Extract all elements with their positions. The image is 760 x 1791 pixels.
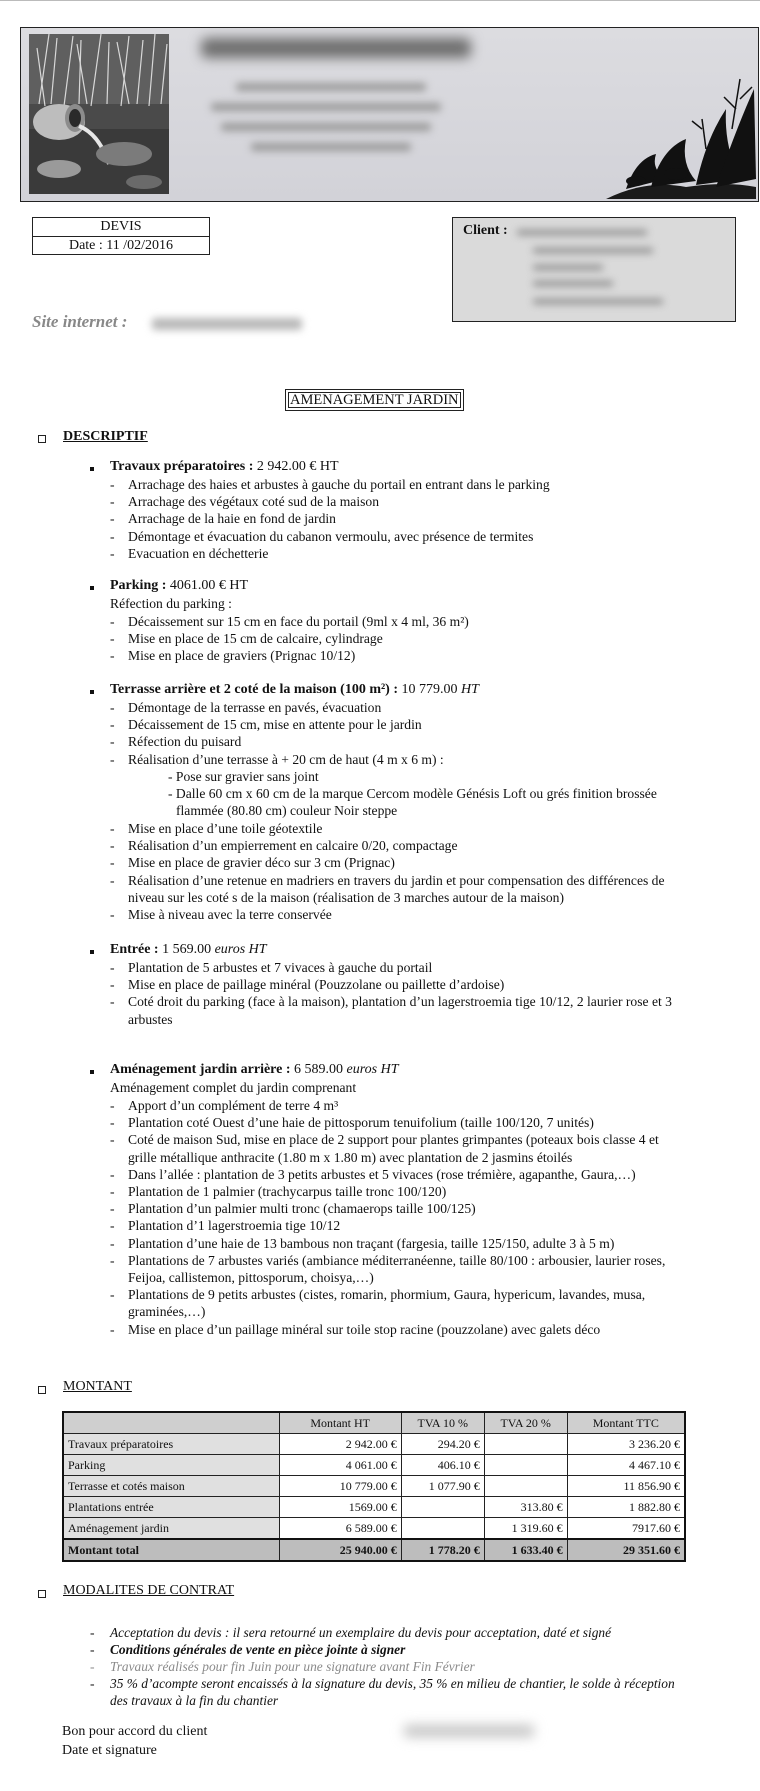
modalite-acompte-cont: des travaux à la fin du chantier xyxy=(110,1693,279,1708)
section-title-descriptif: DESCRIPTIF xyxy=(63,429,148,444)
row-label: Travaux préparatoires xyxy=(63,1434,279,1455)
jardin-item: Plantations de 7 arbustes variés (ambiance méditerranéenne, taille 80/100 : arbousier, laurier roses, xyxy=(128,1252,666,1268)
dash: - xyxy=(90,1642,95,1657)
bullet-dot xyxy=(90,586,94,590)
terrasse2-item: Mise à niveau avec la terre conservée xyxy=(128,907,332,922)
montant-table xyxy=(62,1411,686,1562)
row-label: Aménagement jardin xyxy=(63,1518,279,1540)
dash: - xyxy=(110,1287,115,1303)
bullet-travaux: Travaux préparatoires : 2 942.00 € HT xyxy=(110,459,339,474)
header-tva-10: TVA 10 % xyxy=(401,1412,484,1434)
company-signature-blurred xyxy=(404,1725,534,1737)
table-cell: 313.80 € xyxy=(484,1497,567,1518)
client-label: Client : xyxy=(463,223,508,238)
entree-item: Mise en place de paillage minéral (Pouzzolane ou paillette d’ardoise) xyxy=(128,977,505,993)
jardin-item: Dans l’allée : plantation de 3 petits arbustes et 5 vivaces (rose trémière, agapanthe, Gaura,…) xyxy=(128,1166,636,1182)
devis-box xyxy=(32,217,210,255)
dash: - xyxy=(110,1321,115,1337)
modalite-acceptation: Acceptation du devis : il sera retourné un exemplaire du devis pour acceptation, daté et signé xyxy=(110,1625,612,1640)
dash: - xyxy=(110,1235,115,1251)
dash: - xyxy=(110,1201,115,1217)
dash: - xyxy=(110,751,115,767)
table-total-row xyxy=(63,1539,685,1561)
table-cell xyxy=(484,1434,567,1455)
total-cell: 25 940.00 € xyxy=(279,1539,401,1561)
table-cell: 1569.00 € xyxy=(279,1497,401,1518)
bullet-jardin: Aménagement jardin arrière : 6 589.00 euros HT xyxy=(110,1062,399,1077)
travaux-item: Démontage et évacuation du cabanon vermoulu, avec présence de termites xyxy=(128,528,534,544)
table-cell: 4 061.00 € xyxy=(279,1455,401,1476)
bullet-terrasse: Terrasse arrière et 2 coté de la maison (100 m²) : 10 779.00 HT xyxy=(110,682,479,697)
company-name-blurred xyxy=(201,38,471,58)
jardin-subtitle: Aménagement complet du jardin comprenant xyxy=(110,1080,357,1095)
section-checkbox-montant xyxy=(38,1386,46,1394)
table-cell: 1 319.60 € xyxy=(484,1518,567,1540)
jardin-item: Plantation d’un palmier multi tronc (chamaerops taille 100/125) xyxy=(128,1201,476,1217)
dash: - xyxy=(110,872,115,888)
table-cell: 11 856.90 € xyxy=(567,1476,685,1497)
dash: - xyxy=(110,648,115,664)
dash: - xyxy=(110,855,115,871)
travaux-item: Evacuation en déchetterie xyxy=(128,545,269,561)
company-details-blurred xyxy=(211,103,441,111)
dash: - xyxy=(110,1218,115,1234)
jardin-item: graminées,…) xyxy=(128,1304,206,1320)
bullet-dot xyxy=(90,950,94,954)
jardin-item: Plantation coté Ouest d’une haie de pittosporum tenuifolium (taille 100/120, 7 unités) xyxy=(128,1115,594,1131)
table-cell: 4 467.10 € xyxy=(567,1455,685,1476)
dash: - xyxy=(110,734,115,750)
dash: - xyxy=(110,631,115,647)
plants-illustration xyxy=(606,69,756,199)
terrasse2-item: Réalisation d’un empierrement en calcaire 0/20, compactage xyxy=(128,838,458,854)
table-cell: 3 236.20 € xyxy=(567,1434,685,1455)
dash: - xyxy=(90,1659,95,1674)
company-siret-blurred xyxy=(251,143,411,151)
terrasse-subitem: - Dalle 60 cm x 60 cm de la marque Cercom modèle Génésis Loft ou grés finition brossée xyxy=(168,786,657,802)
terrasse-item: Réalisation d’une terrasse à + 20 cm de haut (4 m x 6 m) : xyxy=(128,751,444,767)
jardin-item: Apport d’un complément de terre 4 m³ xyxy=(128,1098,339,1113)
row-label: Terrasse et cotés maison xyxy=(63,1476,279,1497)
total-cell: 29 351.60 € xyxy=(567,1539,685,1561)
table-cell: 2 942.00 € xyxy=(279,1434,401,1455)
table-cell: 1 077.90 € xyxy=(401,1476,484,1497)
dash: - xyxy=(110,1252,115,1268)
table-cell: 7917.60 € xyxy=(567,1518,685,1540)
table-cell: 294.20 € xyxy=(401,1434,484,1455)
table-row xyxy=(63,1455,685,1476)
total-cell: 1 633.40 € xyxy=(484,1539,567,1561)
table-header-row xyxy=(63,1412,685,1434)
top-rule xyxy=(0,0,760,1)
section-checkbox-modalites xyxy=(38,1590,46,1598)
table-cell: 10 779.00 € xyxy=(279,1476,401,1497)
terrasse2-item: Réalisation d’une retenue en madriers en travers du jardin et pour compensation des différences de xyxy=(128,872,665,888)
entree-item: arbustes xyxy=(128,1011,173,1027)
jardin-item: Coté de maison Sud, mise en place de 2 support pour plantes grimpantes (poteaux bois classe 4 et xyxy=(128,1132,659,1148)
parking-item: Mise en place de graviers (Prignac 10/12) xyxy=(128,648,356,664)
header-montant-ht: Montant HT xyxy=(279,1412,401,1434)
dash: - xyxy=(90,1676,95,1691)
bullet-dot xyxy=(90,690,94,694)
dash: - xyxy=(110,1115,115,1131)
table-cell xyxy=(401,1518,484,1540)
modalite-acompte: 35 % d’acompte seront encaissés à la signature du devis, 35 % en milieu de chantier, le solde à réception xyxy=(110,1676,675,1691)
table-row xyxy=(63,1476,685,1497)
table-cell: 1 882.80 € xyxy=(567,1497,685,1518)
terrasse-subitem: flammée (80.80 cm) couleur Noir steppe xyxy=(176,803,398,819)
dash: - xyxy=(110,1184,115,1199)
dash: - xyxy=(110,614,115,629)
client-email-blurred xyxy=(533,299,663,304)
travaux-item: Arrachage des haies et arbustes à gauche du portail en entrant dans le parking xyxy=(128,477,550,492)
terrasse-item: Décaissement de 15 cm, mise en attente pour le jardin xyxy=(128,717,422,733)
bullet-dot xyxy=(90,467,94,471)
dash: - xyxy=(110,977,115,993)
table-cell xyxy=(401,1497,484,1518)
entree-item: Plantation de 5 arbustes et 7 vivaces à gauche du portail xyxy=(128,960,433,975)
client-city-blurred xyxy=(533,265,603,270)
section-checkbox-descriptif xyxy=(38,435,46,443)
client-address-blurred xyxy=(533,248,653,253)
jardin-item: Plantations de 9 petits arbustes (cistes, romarin, phormium, Gaura, hypericum, lavandes, musa, xyxy=(128,1287,646,1303)
devis-date: Date : 11 /02/2016 xyxy=(68,238,174,253)
dash: - xyxy=(110,494,115,510)
travaux-item: Arrachage de la haie en fond de jardin xyxy=(128,511,336,527)
entree-item: Coté droit du parking (face à la maison), plantation d’un lagerstroemia tige 10/12, 2 laurier rose et 3 xyxy=(128,994,672,1010)
company-banner xyxy=(20,27,759,202)
jardin-item: Plantation d’une haie de 13 bambous non traçant (fargesia, taille 125/150, adulte 3 à 5 m) xyxy=(128,1235,615,1251)
table-cell: 406.10 € xyxy=(401,1455,484,1476)
total-label: Montant total xyxy=(63,1539,279,1561)
total-cell: 1 778.20 € xyxy=(401,1539,484,1561)
dash: - xyxy=(110,1098,115,1113)
terrasse2-item: niveau sur les coté s de la maison (réalisation de 3 marches autour de la maison) xyxy=(128,889,564,905)
section-title-montant: MONTANT xyxy=(63,1379,132,1394)
modalite-conditions: Conditions générales de vente en pièce jointe à signer xyxy=(110,1642,406,1657)
travaux-item: Arrachage des végétaux coté sud de la maison xyxy=(128,494,380,510)
dash: - xyxy=(90,1625,95,1640)
dash: - xyxy=(110,717,115,733)
table-corner xyxy=(63,1412,279,1434)
dash: - xyxy=(110,511,115,527)
signature-date: Date et signature xyxy=(62,1743,157,1758)
dash: - xyxy=(110,960,115,975)
bullet-dot xyxy=(90,1070,94,1074)
terrasse2-item: Mise en place de gravier déco sur 3 cm (Prignac) xyxy=(128,855,395,871)
parking-item: Mise en place de 15 cm de calcaire, cylindrage xyxy=(128,631,383,647)
row-label: Parking xyxy=(63,1455,279,1476)
terrasse2-item: Mise en place d’une toile géotextile xyxy=(128,821,323,836)
terrasse-item: Réfection du puisard xyxy=(128,734,242,750)
dash: - xyxy=(110,994,115,1010)
site-internet-label: Site internet : xyxy=(32,312,128,331)
dash: - xyxy=(110,907,115,922)
dash: - xyxy=(110,821,115,836)
dash: - xyxy=(110,700,115,715)
company-contact-blurred xyxy=(221,123,431,131)
section-title-modalites: MODALITES DE CONTRAT xyxy=(63,1583,235,1598)
jardin-item: Mise en place d’un paillage minéral sur toile stop racine (pouzzolane) avec galets déco xyxy=(128,1321,601,1337)
bullet-parking: Parking : 4061.00 € HT xyxy=(110,578,249,593)
table-row xyxy=(63,1497,685,1518)
jardin-item: grille métallique anthracite (1.80 m x 1.80 m) avec plantation de 2 jasmins étoilés xyxy=(128,1149,573,1165)
garden-photo-image xyxy=(29,34,169,194)
client-box xyxy=(452,217,736,322)
jardin-item: Plantation de 1 palmier (trachycarpus taille tronc 100/120) xyxy=(128,1184,447,1199)
header-tva-20: TVA 20 % xyxy=(484,1412,567,1434)
devis-label: DEVIS xyxy=(33,218,209,237)
client-name-blurred xyxy=(517,230,647,235)
dash: - xyxy=(110,1132,115,1148)
table-cell xyxy=(484,1455,567,1476)
table-cell: 6 589.00 € xyxy=(279,1518,401,1540)
bullet-entree: Entrée : 1 569.00 euros HT xyxy=(110,942,267,957)
site-url-blurred xyxy=(152,318,302,330)
signature-bon-pour-accord: Bon pour accord du client xyxy=(62,1724,208,1739)
header-montant-ttc: Montant TTC xyxy=(567,1412,685,1434)
jardin-item: Feijoa, callistemon, pittosporum, choisya,…) xyxy=(128,1270,374,1285)
company-address-blurred xyxy=(236,83,426,91)
terrasse-item: Démontage de la terrasse en pavés, évacuation xyxy=(128,700,382,715)
table-cell xyxy=(484,1476,567,1497)
dash: - xyxy=(110,1166,115,1182)
parking-item: Décaissement sur 15 cm en face du portail (9ml x 4 ml, 36 m²) xyxy=(128,614,469,629)
dash: - xyxy=(110,528,115,544)
terrasse-subitem: - Pose sur gravier sans joint xyxy=(168,769,319,784)
parking-subtitle: Réfection du parking : xyxy=(110,596,232,611)
jardin-item: Plantation d’1 lagerstroemia tige 10/12 xyxy=(128,1218,341,1234)
client-phone-blurred xyxy=(533,281,613,286)
row-label: Plantations entrée xyxy=(63,1497,279,1518)
page-title: AMENAGEMENT JARDIN xyxy=(285,389,464,411)
table-row xyxy=(63,1434,685,1455)
dash: - xyxy=(110,477,115,492)
modalite-travaux: Travaux réalisés pour fin Juin pour une signature avant Fin Février xyxy=(110,1659,475,1674)
dash: - xyxy=(110,545,115,561)
table-row xyxy=(63,1518,685,1540)
dash: - xyxy=(110,838,115,854)
